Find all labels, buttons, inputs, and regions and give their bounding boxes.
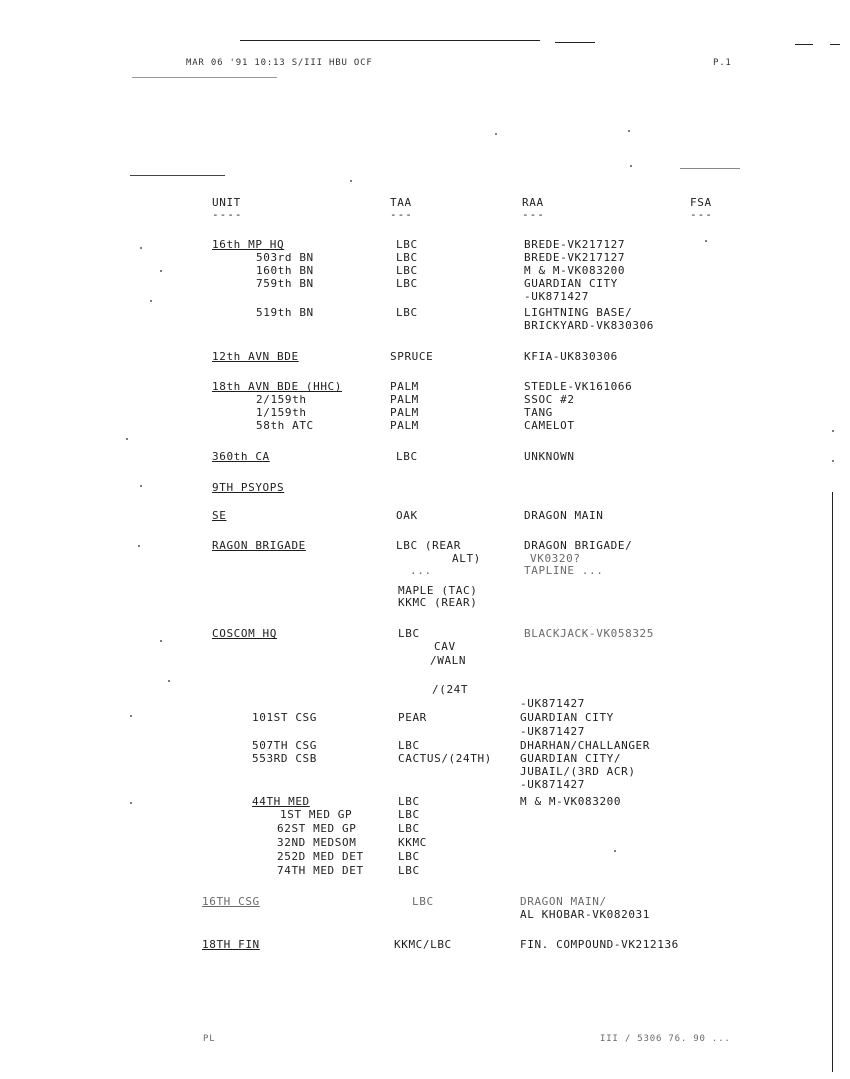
raa-value-continued: -UK871427	[520, 725, 586, 738]
scan-speck	[350, 180, 352, 182]
unit-name: 101ST CSG	[252, 711, 318, 724]
taa-value: LBC	[396, 251, 418, 264]
taa-value: CACTUS/(24TH)	[398, 752, 492, 765]
unit-name: 759th BN	[256, 277, 314, 290]
taa-value: KKMC/LBC	[394, 938, 452, 951]
raa-value: DRAGON BRIGADE/	[524, 539, 633, 552]
taa-value: LBC	[398, 795, 420, 808]
page-number: P.1	[713, 58, 732, 68]
taa-value: LBC	[396, 450, 418, 463]
taa-value-continued: ALT)	[452, 552, 481, 565]
scan-speck	[150, 300, 152, 302]
taa-value: PALM	[390, 393, 419, 406]
taa-value-continued: /WALN	[430, 654, 467, 667]
column-header-raa: RAA	[522, 196, 544, 209]
unit-name: 74TH MED DET	[277, 864, 364, 877]
raa-value: BREDE-VK217127	[524, 251, 626, 264]
raa-value: SSOC #2	[524, 393, 575, 406]
header-noise-line	[132, 77, 277, 78]
unit-name: 44TH MED	[252, 795, 310, 808]
taa-value: LBC	[398, 627, 420, 640]
raa-value: GUARDIAN CITY	[524, 277, 618, 290]
unit-name: 58th ATC	[256, 419, 314, 432]
section-divider-right	[680, 168, 740, 169]
unit-name: 1/159th	[256, 406, 307, 419]
raa-value-continued: -UK871427	[520, 778, 586, 791]
footer-left-mark: PL	[203, 1034, 216, 1044]
raa-value: KFIA-UK830306	[524, 350, 618, 363]
raa-value: LIGHTNING BASE/	[524, 306, 633, 319]
taa-value: OAK	[396, 509, 418, 522]
unit-name: 519th BN	[256, 306, 314, 319]
raa-value: M & M-VK083200	[520, 795, 622, 808]
scan-speck	[630, 165, 632, 167]
unit-name: 18TH FIN	[202, 938, 260, 951]
taa-value: SPRUCE	[390, 350, 434, 363]
unit-name: 160th BN	[256, 264, 314, 277]
taa-value: LBC	[398, 739, 420, 752]
scan-speck	[168, 680, 170, 682]
taa-value-continued: CAV	[434, 640, 456, 653]
unit-name: 18th AVN BDE (HHC)	[212, 380, 343, 393]
scan-speck	[130, 802, 132, 804]
raa-value-continued: JUBAIL/(3RD ACR)	[520, 765, 636, 778]
top-right-mark	[830, 44, 840, 45]
unit-name: COSCOM HQ	[212, 627, 278, 640]
fax-header-line: MAR 06 '91 10:13 S/III HBU OCF	[186, 58, 373, 68]
taa-value: PALM	[390, 419, 419, 432]
unit-name: 32ND MEDSOM	[277, 836, 357, 849]
raa-value: GUARDIAN CITY/	[520, 752, 622, 765]
taa-value-continued: /(24T	[432, 683, 469, 696]
raa-value: DHARHAN/CHALLANGER	[520, 739, 651, 752]
unit-name: 507TH CSG	[252, 739, 318, 752]
top-right-mark	[795, 44, 813, 45]
taa-value: LBC	[396, 238, 418, 251]
unit-name: 1ST MED GP	[280, 808, 353, 821]
raa-value-continued: AL KHOBAR-VK082031	[520, 908, 651, 921]
taa-value: LBC	[396, 277, 418, 290]
unit-name: 252D MED DET	[277, 850, 364, 863]
scan-speck	[832, 430, 834, 432]
scan-speck	[130, 715, 132, 717]
scan-speck	[495, 133, 497, 135]
raa-value-continued: BRICKYARD-VK830306	[524, 319, 655, 332]
scan-speck	[160, 270, 162, 272]
unit-name: SE	[212, 509, 227, 522]
scan-speck	[832, 460, 834, 462]
raa-value: BREDE-VK217127	[524, 238, 626, 251]
unit-name: 12th AVN BDE	[212, 350, 299, 363]
top-scan-line	[240, 40, 540, 41]
unit-name: 62ST MED GP	[277, 822, 357, 835]
raa-value-continued: -UK871427	[524, 290, 590, 303]
taa-value: KKMC	[398, 836, 427, 849]
raa-value: DRAGON MAIN	[524, 509, 604, 522]
raa-value: M & M-VK083200	[524, 264, 626, 277]
taa-value: LBC (REAR	[396, 539, 462, 552]
raa-value-continued: -UK871427	[520, 697, 586, 710]
taa-value: LBC	[398, 822, 420, 835]
scan-speck	[628, 130, 630, 132]
column-header-taa: TAA	[390, 196, 412, 209]
taa-value: PALM	[390, 380, 419, 393]
taa-value-continued: MAPLE (TAC)	[398, 584, 478, 597]
column-header-fsa: FSA	[690, 196, 712, 209]
scan-speck	[140, 247, 142, 249]
taa-value: LBC	[398, 808, 420, 821]
unit-name: 9TH PSYOPS	[212, 481, 285, 494]
scan-speck	[126, 438, 128, 440]
unit-name: 16th MP HQ	[212, 238, 285, 251]
scan-speck	[705, 240, 707, 242]
scan-speck	[614, 850, 616, 852]
taa-value: PALM	[390, 406, 419, 419]
unit-name: 360th CA	[212, 450, 270, 463]
column-header-unit: UNIT	[212, 196, 241, 209]
raa-value: STEDLE-VK161066	[524, 380, 633, 393]
right-edge-line	[832, 492, 833, 1072]
raa-value-continued: VK0320?	[530, 552, 581, 565]
taa-value: LBC	[398, 850, 420, 863]
column-underline-raa: ---	[522, 208, 545, 221]
column-underline-unit: ----	[212, 208, 243, 221]
section-divider	[130, 175, 225, 176]
unit-name: 553RD CSB	[252, 752, 318, 765]
taa-value: LBC	[396, 264, 418, 277]
taa-value: LBC	[412, 895, 434, 908]
raa-value: GUARDIAN CITY	[520, 711, 614, 724]
taa-value: LBC	[396, 306, 418, 319]
footer-transmission-info: III / 5306 76. 90 ...	[600, 1034, 731, 1044]
raa-value: DRAGON MAIN/	[520, 895, 607, 908]
taa-value: LBC	[398, 864, 420, 877]
unit-name: 503rd BN	[256, 251, 314, 264]
raa-value: TANG	[524, 406, 553, 419]
scan-speck	[160, 640, 162, 642]
top-scan-line-short	[555, 42, 595, 43]
column-underline-fsa: ---	[690, 208, 713, 221]
column-underline-taa: ---	[390, 208, 413, 221]
taa-value-continued: KKMC (REAR)	[398, 596, 478, 609]
taa-value: PEAR	[398, 711, 427, 724]
raa-value-continued: TAPLINE ...	[524, 564, 604, 577]
taa-value-continued: ...	[410, 564, 432, 577]
unit-name: RAGON BRIGADE	[212, 539, 306, 552]
unit-name: 16TH CSG	[202, 895, 260, 908]
unit-name: 2/159th	[256, 393, 307, 406]
scan-speck	[138, 545, 140, 547]
raa-value: CAMELOT	[524, 419, 575, 432]
scan-speck	[140, 485, 142, 487]
raa-value: UNKNOWN	[524, 450, 575, 463]
raa-value: FIN. COMPOUND-VK212136	[520, 938, 679, 951]
raa-value: BLACKJACK-VK058325	[524, 627, 655, 640]
